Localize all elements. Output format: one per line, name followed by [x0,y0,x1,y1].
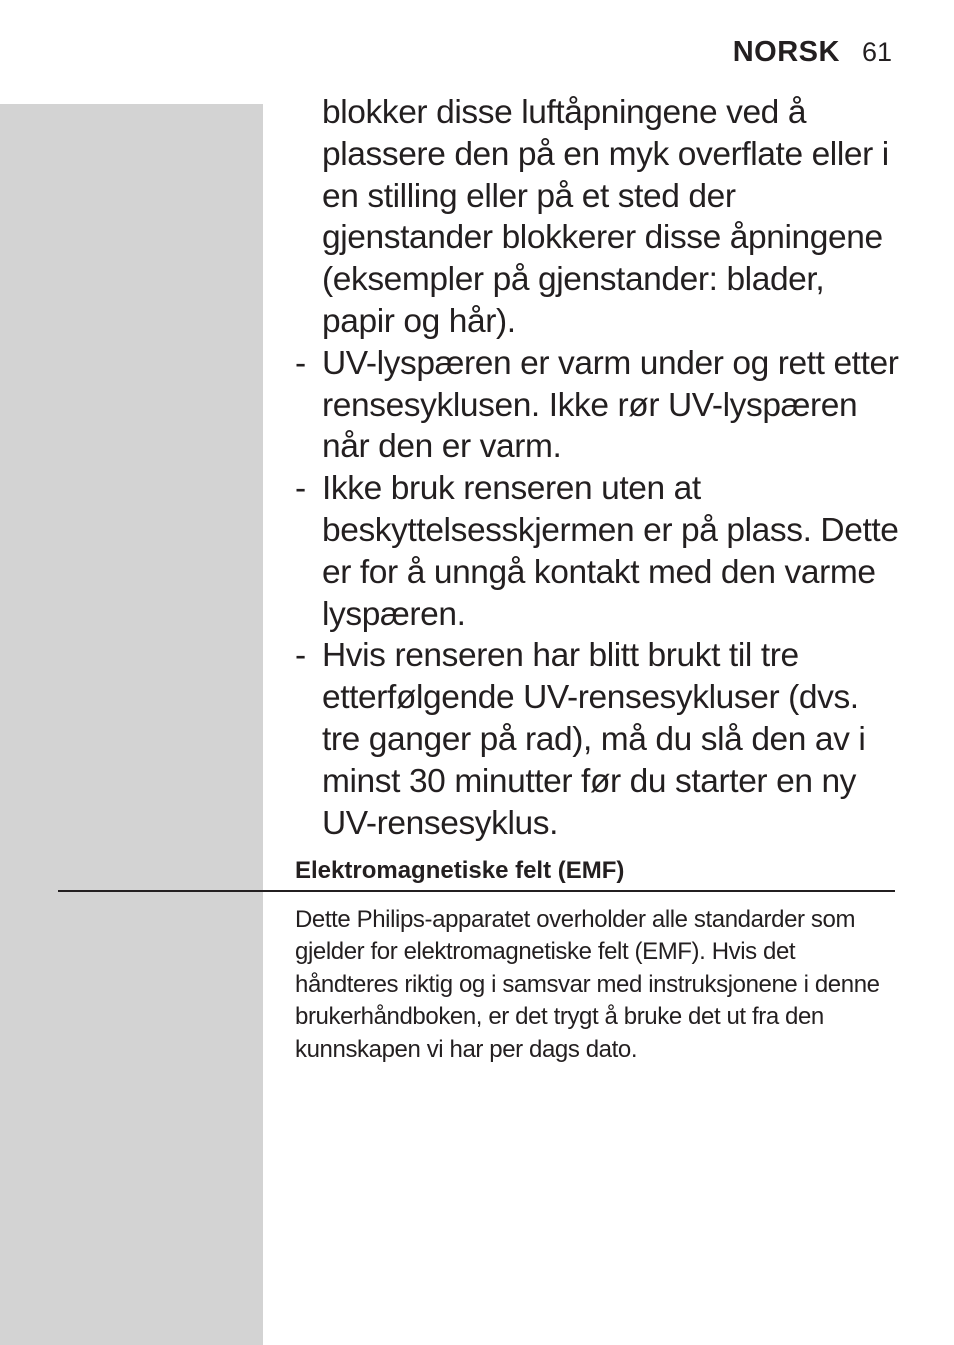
bullet-dash: - [295,344,306,382]
list-item [295,343,905,468]
continued-paragraph: blokker disse luftåpningene ved å plassere den på en myk overflate eller i en stilling eller på et sted der gjenstander blokkerer disse åpningene (eksempler på gjenstander: blader, papir og hår). [322,94,889,340]
main-text [295,92,905,844]
list-item [295,635,905,844]
bullet-dash: - [295,637,306,675]
language-label: NORSK [732,36,840,68]
list-item-text: Hvis renseren har blitt brukt til tre etterfølgende UV-rensesykluser (dvs. tre ganger på rad), må du slå den av i minst 30 minutter før du starter en ny UV-rensesyklus. [322,637,866,842]
section-body: Dette Philips-apparatet overholder alle standarder som gjelder for elektromagnetiske felt (EMF). Hvis det håndteres riktig og i samsvar med instruksjonene i denne brukerhåndboken, er det trygt å bruke det ut fra den kunnskapen vi har per dags dato. [295,906,880,1063]
page-number: 61 [861,37,892,67]
page-header [600,36,892,69]
margin-sidebar [0,104,263,1345]
list-item [295,468,905,635]
list-item-text: Ikke bruk renseren uten at beskyttelsesskjermen er på plass. Dette er for å unngå kontakt med den varme lyspæren. [322,470,899,633]
list-item-text: UV-lyspæren er varm under og rett etter rensesyklusen. Ikke rør UV-lyspæren når den er varm. [322,344,899,466]
bullet-dash: - [295,470,306,508]
section-divider [58,890,895,892]
section-heading: Elektromagnetiske felt (EMF) [295,857,625,884]
